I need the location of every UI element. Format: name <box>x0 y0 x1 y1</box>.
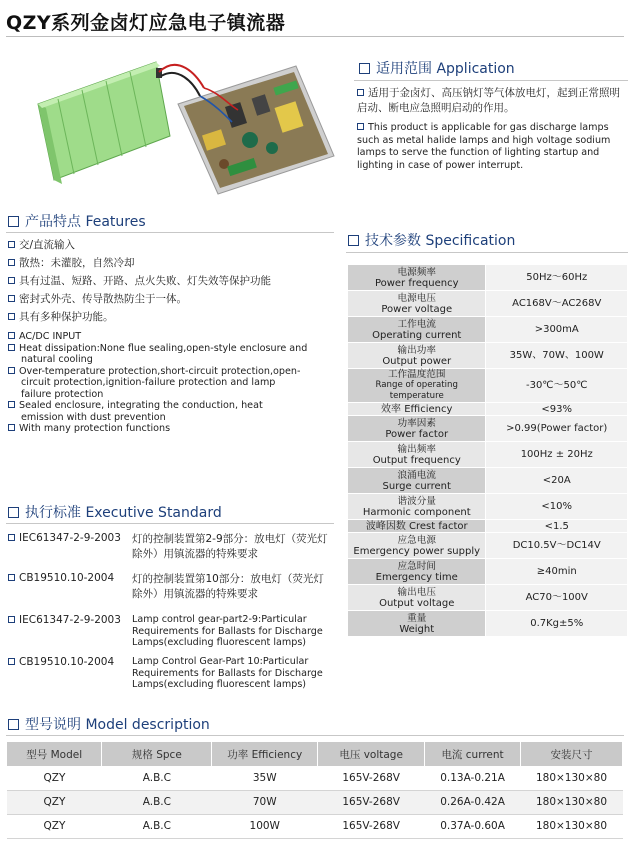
standard-heading: 执行标准 Executive Standard <box>8 502 222 522</box>
page-title: QZY系列金卤灯应急电子镇流器 <box>6 12 286 34</box>
table-row: 电源频率 Power frequency 50Hz～60Hz <box>348 265 628 291</box>
title-divider <box>6 36 624 37</box>
table-row: 电源电压 Power voltage AC168V～AC268V <box>348 291 628 317</box>
table-row: 功率因素 Power factor >0.99(Power factor) <box>348 416 628 442</box>
bullet-square-icon <box>8 259 15 266</box>
table-row: 效率 Efficiency <93% <box>348 403 628 416</box>
table-header-row: 型号 Model 规格 Spce 功率 Efficiency 电压 voltage 电流 current 安装尺寸 <box>7 742 623 766</box>
table-row: 输出功率 Output power 35W、70W、100W <box>348 343 628 369</box>
table-row: 应急时间 Emergency time ≥40min <box>348 559 628 585</box>
bullet-square-icon <box>8 241 15 248</box>
table-row: QZY A.B.C 70W 165V-268V 0.26A-0.42A 180×130×80 <box>7 790 623 814</box>
table-row: 重量 Weight 0.7Kg±5% <box>348 611 628 637</box>
standard-desc: 灯的控制装置第2-9部分：放电灯（荧光灯除外）用镇流器的特殊要求 <box>132 533 328 560</box>
list-item: AC/DC INPUT <box>8 331 308 343</box>
bullet-square-icon <box>8 277 15 284</box>
list-item: 密封式外壳、传导散热防尘于一体。 <box>8 290 308 308</box>
bullet-square-icon <box>8 295 15 302</box>
standard-code: IEC61347-2-9-2003 <box>8 532 121 544</box>
model-heading: 型号说明 Model description <box>8 714 210 734</box>
features-en-list <box>8 331 308 435</box>
product-photo <box>28 44 340 212</box>
table-row: QZY A.B.C 35W 165V-268V 0.13A-0.21A 180×130×80 <box>7 766 623 790</box>
standard-desc: Lamp control gear-part2-9:Particular Requirements for Ballasts for Discharge Lamps(excluding fluorescent lamps) <box>132 614 323 648</box>
table-row: 应急电源 Emergency power supply DC10.5V～DC14V <box>348 533 628 559</box>
bullet-square-icon <box>8 344 15 351</box>
model-rule <box>6 735 624 736</box>
heading-square-icon <box>359 63 370 74</box>
bullet-square-icon <box>357 123 364 130</box>
list-item: Over-temperature protection,short-circuit protection,open-circuit protection,ignition-failure protection and lamp failure protection <box>8 366 308 401</box>
spec-table <box>347 264 628 637</box>
features-rule <box>6 232 334 233</box>
list-item: 散热：未灌胶，自然冷却 <box>8 254 308 272</box>
table-row: 波峰因数 Crest factor <1.5 <box>348 520 628 533</box>
table-row: 输出电压 Output voltage AC70～100V <box>348 585 628 611</box>
bullet-square-icon <box>8 332 15 339</box>
standard-rule <box>6 523 334 524</box>
bullet-square-icon <box>8 401 15 408</box>
application-en-text: This product is applicable for gas discharge lamps such as metal halide lamps and high voltage sodium lamps to serve the function of lighting startup and lighting in case of power interrupt. <box>357 122 611 171</box>
standard-desc: Lamp Control Gear-Part 10:Particular Requirements for Ballasts for Discharge Lamps(excluding fluorescent lamps) <box>132 656 323 690</box>
table-row: 谐波分量 Harmonic component <10% <box>348 494 628 520</box>
model-table <box>7 742 623 839</box>
bullet-square-icon <box>8 616 15 623</box>
features-zh-list <box>8 236 308 326</box>
standard-code: CB19510.10-2004 <box>8 572 114 584</box>
bullet-square-icon <box>8 574 15 581</box>
bullet-square-icon <box>8 367 15 374</box>
application-heading: 适用范围 Application <box>359 58 515 78</box>
bullet-square-icon <box>8 658 15 665</box>
list-item: Sealed enclosure, integrating the conduction, heat emission with dust prevention <box>8 400 308 423</box>
standard-code: CB19510.10-2004 <box>8 656 114 668</box>
spec-heading: 技术参数 Specification <box>348 230 515 250</box>
battery-pack-image <box>38 62 204 184</box>
table-row: QZY A.B.C 100W 165V-268V 0.37A-0.60A 180×130×80 <box>7 814 623 838</box>
spec-rule <box>346 252 628 253</box>
list-item: 具有过温、短路、开路、点火失败、灯失效等保护功能 <box>8 272 308 290</box>
table-row: 浪涌电流 Surge current <20A <box>348 468 628 494</box>
heading-square-icon <box>8 216 19 227</box>
list-item: Heat dissipation:None flue sealing,open-style enclosure and natural cooling <box>8 343 308 366</box>
bullet-square-icon <box>8 534 15 541</box>
heading-square-icon <box>8 507 19 518</box>
application-rule <box>354 80 628 81</box>
heading-square-icon <box>8 719 19 730</box>
heading-square-icon <box>348 235 359 246</box>
table-row: 工作温度范围 Range of operating temperature -30℃～50℃ <box>348 369 628 403</box>
table-row: 输出频率 Output frequency 100Hz ± 20Hz <box>348 442 628 468</box>
application-zh-text: 适用于金卤灯、高压钠灯等气体放电灯，起到正常照明启动、断电应急照明启动的作用。 <box>357 87 620 114</box>
standard-desc: 灯的控制装置第10部分：放电灯（荧光灯除外）用镇流器的特殊要求 <box>132 573 324 600</box>
list-item: 交/直流输入 <box>8 236 308 254</box>
list-item: With many protection functions <box>8 423 308 435</box>
list-item: 具有多种保护功能。 <box>8 308 308 326</box>
standard-code: IEC61347-2-9-2003 <box>8 614 121 626</box>
bullet-square-icon <box>8 313 15 320</box>
table-row: 工作电流 Operating current >300mA <box>348 317 628 343</box>
features-heading: 产品特点 Features <box>8 211 146 231</box>
bullet-square-icon <box>8 424 15 431</box>
bullet-square-icon <box>357 89 364 96</box>
